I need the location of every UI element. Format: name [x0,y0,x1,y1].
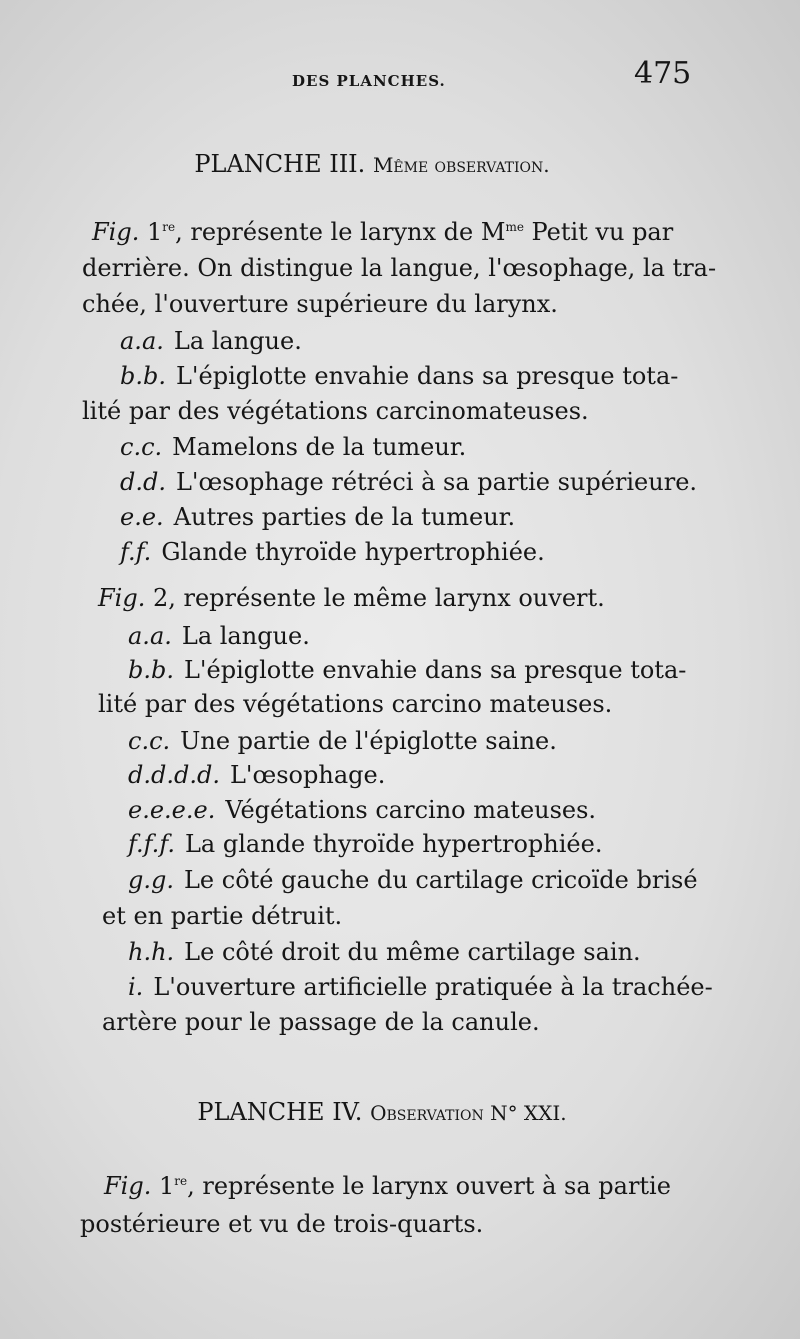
legend-item: b.b. L'épiglotte envahie dans sa presque tota- [120,362,679,390]
legend-item: e.e.e.e. Végétations carcino mateuses. [128,796,597,824]
fig-label: Fig. [104,1172,152,1200]
legend-item-continued: et en partie détruit. [102,902,343,930]
plate-4-fig-1-line-2: postérieure et vu de trois-quarts. [80,1210,484,1238]
fig-number: 1 [158,1172,175,1200]
fig-number-sup: re [162,220,176,234]
fig-number-sup: re [174,1174,188,1188]
legend-item: a.a. La langue. [120,327,302,355]
plate-4-fig-1-line-1 [104,1172,671,1200]
fig-1-sup: me [505,220,524,234]
legend-item: b.b. L'épiglotte envahie dans sa presque tota- [128,656,687,684]
legend-item-continued: lité par des végétations carcinomateuses. [82,397,589,425]
plate-4-subtitle: Observation N° XXI. [370,1101,567,1125]
legend-item: d.d.d.d. L'œsophage. [128,761,386,789]
legend-item: e.e. Autres parties de la tumeur. [120,503,516,531]
legend-item: c.c. Une partie de l'épiglotte saine. [128,727,557,755]
plate-4-heading [0,1098,782,1126]
plate-3-fig-2-line-1 [98,584,605,612]
plate-3-fig-1-line-3: chée, l'ouverture supérieure du larynx. [82,290,558,318]
legend-item: f.f. Glande thyroïde hypertrophiée. [120,538,545,566]
legend-item: g.g. Le côté gauche du cartilage cricoïde brisé [128,866,698,894]
legend-item-continued: lité par des végétations carcino mateuses. [98,690,613,718]
plate-3-fig-1-line-2: derrière. On distingue la langue, l'œsophage, la tra- [82,254,717,282]
legend-item: f.f.f. La glande thyroïde hypertrophiée. [128,830,603,858]
running-head: DES PLANCHES. [292,72,446,90]
fig-1-text-b: Petit vu par [523,218,674,246]
fig-text: , représente le larynx ouvert à sa partie [187,1172,671,1200]
legend-item-continued: artère pour le passage de la canule. [102,1008,540,1036]
page-number: 475 [634,56,692,91]
fig-label: Fig. [98,584,146,612]
legend-item: c.c. Mamelons de la tumeur. [120,433,467,461]
legend-item: d.d. L'œsophage rétréci à sa partie supérieure. [120,468,698,496]
plate-3-subtitle: Même observation. [372,153,550,177]
fig-1-text-a: , représente le larynx de M [175,218,506,246]
fig-number: 1 [146,218,163,246]
fig-2-intro: 2, représente le même larynx ouvert. [152,584,605,612]
legend-item: h.h. Le côté droit du même cartilage sain. [128,938,641,966]
plate-4-title: PLANCHE IV. [197,1098,363,1126]
plate-3-heading [0,150,772,178]
plate-3-title: PLANCHE III. [194,150,366,178]
legend-item: a.a. La langue. [128,622,310,650]
fig-label: Fig. [92,218,140,246]
plate-3-fig-1-line-1 [92,218,673,246]
legend-item: i. L'ouverture artificielle pratiquée à la trachée- [128,973,713,1001]
